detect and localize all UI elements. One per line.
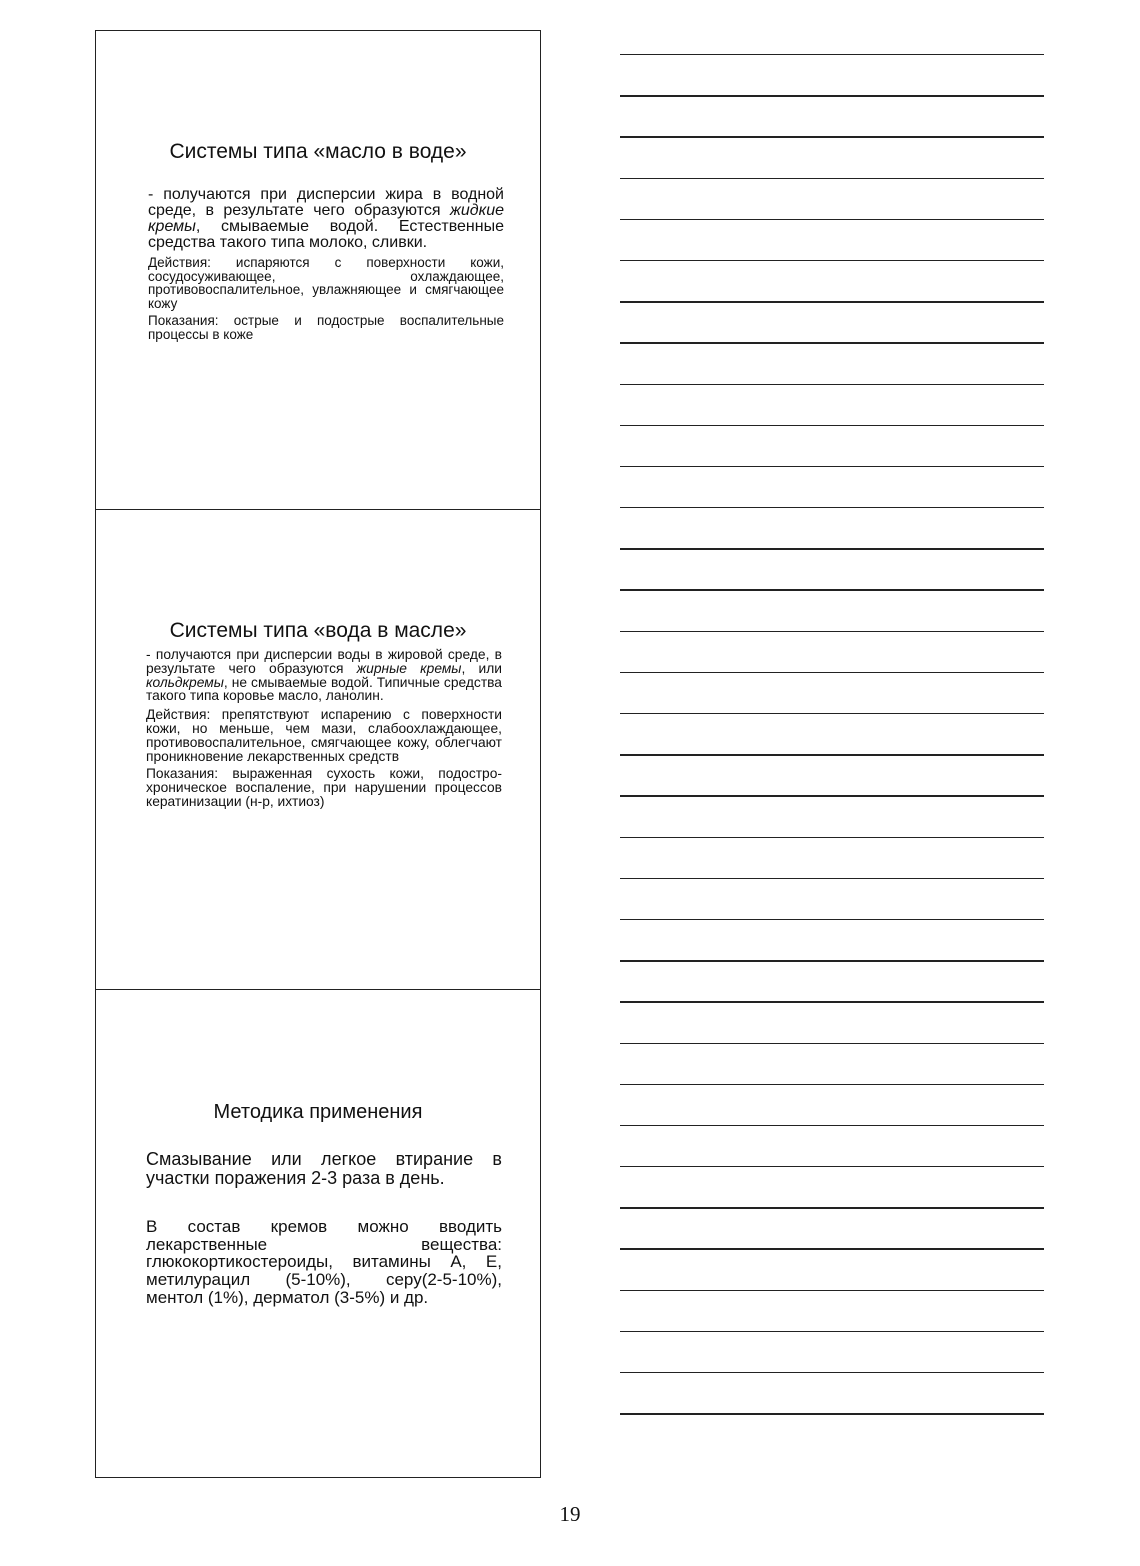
slide-oil-in-water xyxy=(96,31,540,509)
slide-content xyxy=(148,187,504,345)
note-line xyxy=(620,219,1044,220)
note-line xyxy=(620,95,1044,96)
note-line xyxy=(620,1413,1044,1414)
slide-content xyxy=(146,1150,502,1307)
slide-water-in-oil xyxy=(96,509,540,989)
slide-content xyxy=(146,648,502,813)
note-line xyxy=(620,631,1044,632)
slide-title: Системы типа «масло в воде» xyxy=(169,140,467,163)
note-line xyxy=(620,589,1044,590)
slide-title: Методика применения xyxy=(213,1101,423,1123)
emphasized-term: жирные кремы xyxy=(356,660,462,676)
slide-title: Системы типа «вода в масле» xyxy=(169,619,467,642)
slide-indications: Показания: выраженная сухость кожи, подостро-хроническое воспаление, при нарушении процессов кератинизации (н-р, ихтиоз) xyxy=(146,766,502,809)
slide-application-method xyxy=(96,989,540,1477)
note-line xyxy=(620,960,1044,961)
note-line xyxy=(620,507,1044,508)
note-line xyxy=(620,795,1044,796)
note-line xyxy=(620,1331,1044,1332)
note-line xyxy=(620,713,1044,714)
slide-composition-text: В состав кремов можно вводить лекарственные вещества: глюкокортикостероиды, витамины А, Е, метилурацил (5-10%), серу(2-5-10%), ментол (1%), дерматол (3-5%) и др. xyxy=(146,1216,502,1308)
note-line xyxy=(620,919,1044,920)
note-line xyxy=(620,1001,1044,1002)
note-line xyxy=(620,1290,1044,1291)
emphasized-term: кольдкремы xyxy=(146,674,224,690)
page-number: 19 xyxy=(559,1502,581,1526)
note-line xyxy=(620,878,1044,879)
note-line xyxy=(620,548,1044,549)
slide-indications: Показания: острые и подострые воспалительные процессы в коже xyxy=(148,313,504,342)
emphasized-term: жидкие кремы xyxy=(148,202,504,235)
note-line xyxy=(620,301,1044,302)
note-line xyxy=(620,260,1044,261)
note-line xyxy=(620,384,1044,385)
note-line xyxy=(620,342,1044,343)
note-line xyxy=(620,136,1044,137)
note-line xyxy=(620,754,1044,755)
note-line xyxy=(620,1043,1044,1044)
note-line xyxy=(620,1248,1044,1249)
note-line xyxy=(620,178,1044,179)
slide-intro xyxy=(146,648,502,703)
note-line xyxy=(620,425,1044,426)
intro-text: , не смываемые водой. Типичные средства такого типа коровье масло, ланолин. xyxy=(146,674,502,704)
note-line xyxy=(620,1166,1044,1167)
slide-column xyxy=(95,30,541,1478)
note-line xyxy=(620,1125,1044,1126)
intro-text: , смываемые водой. Естественные средства такого типа молоко, сливки. xyxy=(148,218,504,251)
intro-text: - получаются при дисперсии жира в водной среде, в результате чего образуются xyxy=(148,186,504,219)
notes-lines xyxy=(620,54,1044,1454)
note-line xyxy=(620,466,1044,467)
slide-actions: Действия: испаряются с поверхности кожи, сосудосуживающее, охлаждающее, противовоспалительное, увлажняющее и смягчающее кожу xyxy=(148,255,504,311)
intro-text: , или xyxy=(461,660,502,676)
note-line xyxy=(620,1372,1044,1373)
note-line xyxy=(620,1084,1044,1085)
note-line xyxy=(620,672,1044,673)
note-line xyxy=(620,837,1044,838)
intro-text: - получаются при дисперсии воды в жировой среде, в результате чего образуются xyxy=(146,647,502,676)
note-line xyxy=(620,54,1044,55)
slide-intro xyxy=(148,187,504,251)
slide-method-text: Смазывание или легкое втирание в участки поражения 2-3 раза в день. xyxy=(146,1149,502,1188)
slide-actions: Действия: препятствуют испарению с поверхности кожи, но меньше, чем мази, слабоохлаждающее, противовоспалительное, смягчающее кожу, облегчают проникновение лекарственных средств xyxy=(146,707,502,764)
note-line xyxy=(620,1207,1044,1208)
